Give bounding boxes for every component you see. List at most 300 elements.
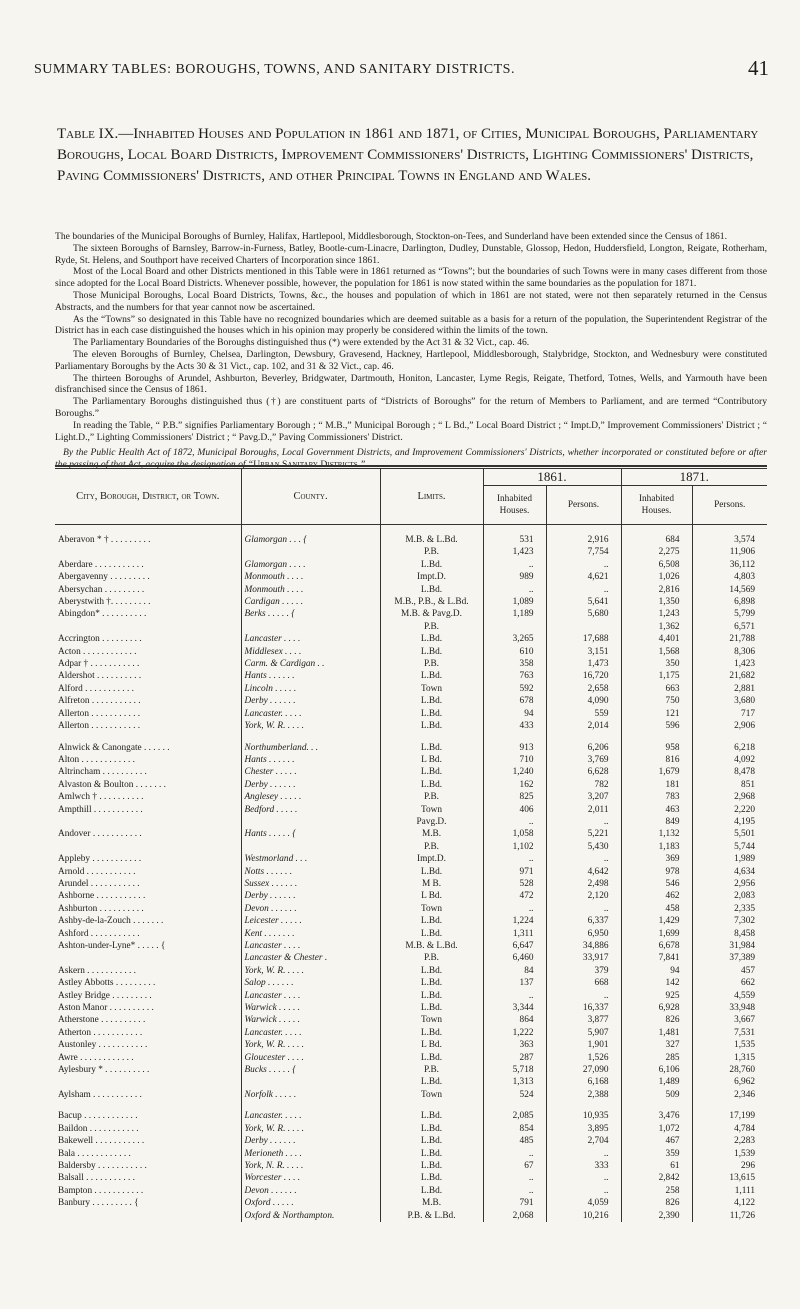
limits-cell: Impt.D. <box>380 853 483 865</box>
place-cell: Bala . . . . . . . . . . . . <box>58 1148 131 1159</box>
table-row <box>55 1210 767 1222</box>
houses-1861-cell: 763 <box>483 670 546 682</box>
houses-1861-cell: 1,423 <box>483 546 546 558</box>
limits-cell: M.B. & L.Bd. <box>380 534 483 546</box>
note: Most of the Local Board and other Districts mentioned in this Table were in 1861 returned as “Towns”; but the boundaries of such Towns were in many cases different from those since adopted for the Local Board Districts. Whenever possible, however, the population for 1861 is now stated within the same boundaries as the population for 1871. <box>55 266 767 290</box>
persons-1861-cell: 6,628 <box>546 766 621 778</box>
place-cell <box>55 621 241 633</box>
limits-cell: P.B. & L.Bd. <box>380 1210 483 1222</box>
houses-1861-cell: 1,058 <box>483 828 546 840</box>
act-note-designation: Urban Sanitary Districts <box>253 459 358 471</box>
limits-cell: L.Bd. <box>380 1002 483 1014</box>
limits-cell: L.Bd. <box>380 695 483 707</box>
persons-1861-cell: 4,621 <box>546 571 621 583</box>
table-row <box>55 742 767 754</box>
houses-1871-cell: 6,508 <box>621 559 692 571</box>
county-cell: Oxford & Northampton. <box>241 1210 380 1222</box>
county-cell: Glamorgan . . . { <box>241 534 380 546</box>
houses-1871-cell: 1,362 <box>621 621 692 633</box>
table-row <box>55 1148 767 1160</box>
houses-1871-cell: 3,476 <box>621 1110 692 1122</box>
county-cell <box>241 816 380 828</box>
county-cell: Lancaster. . . . . <box>241 1110 380 1122</box>
act-note-text: By the Public Health Act of 1872, Municipal Boroughs, Local Government Districts, and Improvement Commissioners' Districts, whether incorporated or constituted before or after the passing of that Act, acquire the designation of “ <box>55 447 767 471</box>
houses-1861-cell: .. <box>483 1148 546 1160</box>
persons-1871-cell: 851 <box>692 779 767 791</box>
houses-1871-cell: 1,026 <box>621 571 692 583</box>
houses-1871-cell: 826 <box>621 1014 692 1026</box>
persons-1871-cell: 717 <box>692 708 767 720</box>
table-row <box>55 633 767 645</box>
persons-1861-cell: 6,168 <box>546 1076 621 1088</box>
table-row <box>55 977 767 989</box>
persons-1871-cell: 6,218 <box>692 742 767 754</box>
persons-1871-cell: 3,667 <box>692 1014 767 1026</box>
table-row <box>55 853 767 865</box>
col-place: City, Borough, District, or Town. <box>55 469 241 525</box>
houses-1861-cell: .. <box>483 903 546 915</box>
houses-1861-cell: 825 <box>483 791 546 803</box>
persons-1861-cell: 2,388 <box>546 1089 621 1101</box>
houses-1861-cell: 913 <box>483 742 546 754</box>
persons-1871-cell: 4,195 <box>692 816 767 828</box>
houses-1861-cell: 363 <box>483 1039 546 1051</box>
table-row <box>55 646 767 658</box>
place-cell: Awre . . . . . . . . . . . . <box>58 1052 134 1063</box>
county-cell: Warwick . . . . . <box>241 1014 380 1026</box>
limits-cell: L Bd. <box>380 890 483 902</box>
persons-1871-cell: 6,962 <box>692 1076 767 1088</box>
note: Those Municipal Boroughs, Local Board Districts, Towns, &c., the houses and population of which in 1861 are not stated, were not then separately returned in the Census Abstracts, and the numbers for that year cannot now be ascertained. <box>55 289 767 313</box>
page-number: 41 <box>748 56 769 80</box>
place-cell: Alford . . . . . . . . . . . <box>58 683 134 694</box>
limits-cell: P.B. <box>380 658 483 670</box>
persons-1871-cell: 6,898 <box>692 596 767 608</box>
place-cell: Acton . . . . . . . . . . . . <box>58 646 137 657</box>
persons-1871-cell: 7,531 <box>692 1027 767 1039</box>
county-cell: Middlesex . . . . <box>241 646 380 658</box>
persons-1861-cell: 2,011 <box>546 804 621 816</box>
persons-1871-cell: 5,799 <box>692 608 767 620</box>
table-row <box>55 584 767 596</box>
table-row <box>55 1123 767 1135</box>
limits-cell: P.B. <box>380 841 483 853</box>
col-houses-1861: Inhabited Houses. <box>483 486 546 525</box>
persons-1871-cell: 8,458 <box>692 928 767 940</box>
houses-1871-cell: 684 <box>621 534 692 546</box>
persons-1871-cell: 1,535 <box>692 1039 767 1051</box>
houses-1871-cell: 6,106 <box>621 1064 692 1076</box>
houses-1861-cell: 854 <box>483 1123 546 1135</box>
limits-cell: L.Bd. <box>380 1172 483 1184</box>
limits-cell: L.Bd. <box>380 1148 483 1160</box>
persons-1861-cell: 4,642 <box>546 866 621 878</box>
county-cell: Lancaster & Chester . <box>241 952 380 964</box>
houses-1871-cell <box>621 733 692 742</box>
county-cell <box>241 621 380 633</box>
table-row <box>55 1052 767 1064</box>
population-table <box>55 468 767 1222</box>
place-cell: Aldershot . . . . . . . . . . <box>58 671 142 682</box>
persons-1861-cell: 2,498 <box>546 878 621 890</box>
place-cell: Bakewell . . . . . . . . . . . <box>58 1136 145 1147</box>
place-cell <box>55 733 241 742</box>
persons-1871-cell: 2,956 <box>692 878 767 890</box>
table-row <box>55 878 767 890</box>
county-cell: York, W. R. . . . . <box>241 1039 380 1051</box>
persons-1861-cell: .. <box>546 584 621 596</box>
houses-1861-cell: 1,102 <box>483 841 546 853</box>
place-cell: Aberavon * † . . . . . . . . . <box>58 535 151 545</box>
houses-1871-cell: 7,841 <box>621 952 692 964</box>
place-cell: Alton . . . . . . . . . . . . <box>58 754 135 765</box>
houses-1871-cell: 1,699 <box>621 928 692 940</box>
persons-1871-cell: 2,906 <box>692 720 767 732</box>
houses-1861-cell: 710 <box>483 754 546 766</box>
persons-1871-cell: 296 <box>692 1160 767 1172</box>
persons-1871-cell: 1,111 <box>692 1185 767 1197</box>
county-cell <box>241 841 380 853</box>
county-cell: Lancaster . . . . <box>241 940 380 952</box>
houses-1871-cell: 181 <box>621 779 692 791</box>
persons-1861-cell: 2,120 <box>546 890 621 902</box>
limits-cell: L.Bd. <box>380 633 483 645</box>
table-row <box>55 708 767 720</box>
houses-1861-cell: 406 <box>483 804 546 816</box>
place-cell: Askern . . . . . . . . . . . <box>58 965 136 976</box>
county-cell: York, W. R. . . . . <box>241 1123 380 1135</box>
table-row <box>55 841 767 853</box>
houses-1861-cell: 971 <box>483 866 546 878</box>
houses-1871-cell: 121 <box>621 708 692 720</box>
houses-1861-cell: .. <box>483 853 546 865</box>
county-cell: Monmouth . . . . <box>241 571 380 583</box>
county-cell: Bucks . . . . . { <box>241 1064 380 1076</box>
place-cell: Abergavenny . . . . . . . . . <box>58 572 150 583</box>
persons-1861-cell: .. <box>546 853 621 865</box>
table-row <box>55 720 767 732</box>
table-row <box>55 791 767 803</box>
county-cell: Derby . . . . . . <box>241 890 380 902</box>
county-cell: Lancaster . . . . <box>241 990 380 1002</box>
table-row <box>55 608 767 620</box>
note: The Parliamentary Boundaries of the Boroughs distinguished thus (*) were extended by the Act 31 & 32 Vict., cap. 46. <box>73 337 530 349</box>
place-cell: Alnwick & Canongate . . . . . . <box>58 742 170 753</box>
place-cell <box>55 546 241 558</box>
table-row <box>55 1027 767 1039</box>
persons-1861-cell: .. <box>546 990 621 1002</box>
houses-1871-cell: 462 <box>621 890 692 902</box>
table-row <box>55 1185 767 1197</box>
houses-1871-cell: 1,350 <box>621 596 692 608</box>
place-cell: Abingdon* . . . . . . . . . . <box>58 609 147 620</box>
place-cell <box>55 1101 241 1110</box>
houses-1871-cell: 463 <box>621 804 692 816</box>
table-row <box>55 695 767 707</box>
persons-1861-cell <box>546 733 621 742</box>
limits-cell: P.B. <box>380 791 483 803</box>
county-cell: Derby . . . . . . <box>241 695 380 707</box>
persons-1871-cell: 1,539 <box>692 1148 767 1160</box>
persons-1861-cell: 4,059 <box>546 1197 621 1209</box>
houses-1861-cell: 67 <box>483 1160 546 1172</box>
county-cell: Worcester . . . . <box>241 1172 380 1184</box>
persons-1861-cell: .. <box>546 1185 621 1197</box>
table-row <box>55 779 767 791</box>
houses-1861-cell: 531 <box>483 534 546 546</box>
houses-1871-cell: 826 <box>621 1197 692 1209</box>
county-cell: Gloucester . . . . <box>241 1052 380 1064</box>
county-cell: Oxford . . . . . <box>241 1197 380 1209</box>
persons-1861-cell: 6,950 <box>546 928 621 940</box>
houses-1871-cell: 750 <box>621 695 692 707</box>
limits-cell: L.Bd. <box>380 1135 483 1147</box>
limits-cell: Town <box>380 1014 483 1026</box>
col-limits: Limits. <box>380 469 483 525</box>
persons-1861-cell: 33,917 <box>546 952 621 964</box>
persons-1871-cell: 1,315 <box>692 1052 767 1064</box>
houses-1861-cell: 84 <box>483 965 546 977</box>
limits-cell: L.Bd. <box>380 928 483 940</box>
county-cell: York, W. R. . . . . <box>241 965 380 977</box>
county-cell <box>241 546 380 558</box>
limits-cell: L Bd. <box>380 1039 483 1051</box>
houses-1861-cell: 5,718 <box>483 1064 546 1076</box>
persons-1861-cell: .. <box>546 559 621 571</box>
county-cell <box>241 1076 380 1088</box>
county-cell: Devon . . . . . . <box>241 903 380 915</box>
persons-1871-cell <box>692 733 767 742</box>
persons-1861-cell: 782 <box>546 779 621 791</box>
limits-cell: P.B. <box>380 1064 483 1076</box>
county-cell <box>241 1101 380 1110</box>
note: As the “Towns” so designated in this Table have no recognized boundaries which are deemed suitable as a basis for a return of the population, the Superintendent Registrar of the District has in each case distinguished the houses which in his opinion may properly be considered within the limits of the town. <box>55 313 767 337</box>
persons-1861-cell: 1,473 <box>546 658 621 670</box>
persons-1861-cell: 1,901 <box>546 1039 621 1051</box>
houses-1871-cell: 1,568 <box>621 646 692 658</box>
county-cell: Merioneth . . . . <box>241 1148 380 1160</box>
table-row <box>55 1101 767 1110</box>
table-row <box>55 754 767 766</box>
county-cell: Monmouth . . . . <box>241 584 380 596</box>
houses-1871-cell: 458 <box>621 903 692 915</box>
limits-cell: L.Bd. <box>380 584 483 596</box>
houses-1861-cell: .. <box>483 584 546 596</box>
houses-1861-cell: 524 <box>483 1089 546 1101</box>
limits-cell: L.Bd. <box>380 559 483 571</box>
houses-1871-cell: 546 <box>621 878 692 890</box>
houses-1871-cell: 327 <box>621 1039 692 1051</box>
table-row <box>55 621 767 633</box>
limits-cell: L.Bd. <box>380 1052 483 1064</box>
houses-1861-cell: 2,085 <box>483 1110 546 1122</box>
place-cell: Baildon . . . . . . . . . . . <box>58 1123 139 1134</box>
table-row <box>55 940 767 952</box>
table-row <box>55 903 767 915</box>
persons-1861-cell: 16,337 <box>546 1002 621 1014</box>
place-cell: Bampton . . . . . . . . . . . <box>58 1185 144 1196</box>
place-cell: Alfreton . . . . . . . . . . . <box>58 696 141 707</box>
table-top-rule <box>55 465 767 467</box>
table-row <box>55 928 767 940</box>
limits-cell: Town <box>380 1089 483 1101</box>
place-cell: Astley Bridge . . . . . . . . . <box>58 990 152 1001</box>
limits-cell: L.Bd. <box>380 720 483 732</box>
houses-1871-cell: 142 <box>621 977 692 989</box>
table-row <box>55 890 767 902</box>
limits-cell: P.B. <box>380 952 483 964</box>
persons-1871-cell: 4,122 <box>692 1197 767 1209</box>
persons-1861-cell: 5,430 <box>546 841 621 853</box>
place-cell <box>55 816 241 828</box>
limits-cell: L.Bd. <box>380 866 483 878</box>
persons-1861-cell <box>546 1101 621 1110</box>
persons-1861-cell: 27,090 <box>546 1064 621 1076</box>
houses-1871-cell: 359 <box>621 1148 692 1160</box>
limits-cell: P.B. <box>380 621 483 633</box>
county-cell: Westmorland . . . <box>241 853 380 865</box>
persons-1871-cell: 4,803 <box>692 571 767 583</box>
limits-cell: Impt.D. <box>380 571 483 583</box>
houses-1861-cell: 485 <box>483 1135 546 1147</box>
persons-1861-cell: 2,704 <box>546 1135 621 1147</box>
place-cell: Arundel . . . . . . . . . . . <box>58 878 140 889</box>
table-row <box>55 1014 767 1026</box>
limits-cell: M.B. & L.Bd. <box>380 940 483 952</box>
note: The thirteen Boroughs of Arundel, Ashburton, Beverley, Bridgwater, Dartmouth, Honiton, Lancaster, Lyme Regis, Reigate, Thetford, Totnes, Wells, and Yarmouth have been disfranchised since the Census of 1861. <box>55 372 767 396</box>
limits-cell: Town <box>380 683 483 695</box>
houses-1871-cell: 61 <box>621 1160 692 1172</box>
place-cell: Andover . . . . . . . . . . . <box>58 829 142 840</box>
limits-cell: M.B., P.B., & L.Bd. <box>380 596 483 608</box>
houses-1861-cell: 3,265 <box>483 633 546 645</box>
persons-1871-cell: 21,682 <box>692 670 767 682</box>
place-cell: Alvaston & Boulton . . . . . . . <box>58 779 166 790</box>
col-1871: 1871. <box>621 469 767 486</box>
houses-1861-cell: 137 <box>483 977 546 989</box>
table-row <box>55 866 767 878</box>
persons-1861-cell: 559 <box>546 708 621 720</box>
houses-1861-cell <box>483 621 546 633</box>
place-cell: Austonley . . . . . . . . . . . <box>58 1040 148 1051</box>
houses-1861-cell <box>483 733 546 742</box>
place-cell: Allerton . . . . . . . . . . . <box>58 708 141 719</box>
persons-1871-cell: 2,083 <box>692 890 767 902</box>
houses-1861-cell: 472 <box>483 890 546 902</box>
houses-1871-cell: 1,489 <box>621 1076 692 1088</box>
persons-1861-cell: 2,014 <box>546 720 621 732</box>
limits-cell: L.Bd. <box>380 1123 483 1135</box>
persons-1861-cell: .. <box>546 1148 621 1160</box>
table-row <box>55 534 767 546</box>
persons-1871-cell: 4,784 <box>692 1123 767 1135</box>
limits-cell <box>380 1101 483 1110</box>
place-cell: Abersychan . . . . . . . . . <box>58 584 145 595</box>
running-header <box>0 56 800 82</box>
place-cell: Atherstone . . . . . . . . . . <box>58 1015 146 1026</box>
col-1861: 1861. <box>483 469 621 486</box>
persons-1871-cell: 37,389 <box>692 952 767 964</box>
houses-1861-cell: 864 <box>483 1014 546 1026</box>
houses-1871-cell: 596 <box>621 720 692 732</box>
place-cell: Altrincham . . . . . . . . . . <box>58 767 147 778</box>
houses-1871-cell: 285 <box>621 1052 692 1064</box>
table-row <box>55 1135 767 1147</box>
persons-1861-cell: 5,680 <box>546 608 621 620</box>
persons-1871-cell: 2,283 <box>692 1135 767 1147</box>
header-text: SUMMARY TABLES: BOROUGHS, TOWNS, AND SANITARY DISTRICTS. <box>34 62 515 77</box>
houses-1871-cell: 467 <box>621 1135 692 1147</box>
persons-1871-cell: 662 <box>692 977 767 989</box>
houses-1861-cell: 287 <box>483 1052 546 1064</box>
persons-1871-cell: 4,634 <box>692 866 767 878</box>
houses-1871-cell: 849 <box>621 816 692 828</box>
houses-1861-cell: 94 <box>483 708 546 720</box>
houses-1871-cell: 1,481 <box>621 1027 692 1039</box>
table-row <box>55 571 767 583</box>
place-cell: Banbury . . . . . . . . . { <box>58 1198 139 1209</box>
table-row <box>55 1110 767 1122</box>
houses-1871-cell: 94 <box>621 965 692 977</box>
persons-1861-cell: .. <box>546 1172 621 1184</box>
limits-cell: L.Bd. <box>380 915 483 927</box>
persons-1861-cell: 3,151 <box>546 646 621 658</box>
houses-1871-cell: 2,842 <box>621 1172 692 1184</box>
county-cell: Bedford . . . . . <box>241 804 380 816</box>
persons-1871-cell: 4,092 <box>692 754 767 766</box>
persons-1861-cell: 333 <box>546 1160 621 1172</box>
persons-1861-cell: .. <box>546 903 621 915</box>
houses-1871-cell: 6,678 <box>621 940 692 952</box>
table-row <box>55 559 767 571</box>
table-row <box>55 683 767 695</box>
county-cell: Lancaster . . . . <box>241 633 380 645</box>
table-row <box>55 816 767 828</box>
persons-1871-cell: 1,423 <box>692 658 767 670</box>
table-row <box>55 1160 767 1172</box>
persons-1861-cell: 6,337 <box>546 915 621 927</box>
note: In reading the Table, “ P.B.” signifies Parliamentary Borough ; “ M.B.,” Municipal Borough ; “ L Bd.,” Local Board District ; “ Impt.D,” Improvement Commissioners' District ; “ Light.D.,” Lighting Commissioners' District ; “ Pavg.D.,” Paving Commissioners' District. <box>55 419 767 443</box>
introductory-notes <box>55 231 767 471</box>
houses-1871-cell: 663 <box>621 683 692 695</box>
county-cell: Devon . . . . . . <box>241 1185 380 1197</box>
houses-1861-cell: 6,460 <box>483 952 546 964</box>
limits-cell: P.B. <box>380 546 483 558</box>
persons-1861-cell: 3,877 <box>546 1014 621 1026</box>
limits-cell: L.Bd. <box>380 1076 483 1088</box>
county-cell: Lancaster. . . . . <box>241 1027 380 1039</box>
place-cell: Aylesbury * . . . . . . . . . . <box>58 1065 150 1076</box>
persons-1871-cell: 8,306 <box>692 646 767 658</box>
county-cell: Leicester . . . . . <box>241 915 380 927</box>
place-cell: Adpar † . . . . . . . . . . . <box>58 659 140 670</box>
table-row <box>55 658 767 670</box>
persons-1861-cell <box>546 621 621 633</box>
limits-cell: L.Bd. <box>380 1027 483 1039</box>
houses-1871-cell: 1,175 <box>621 670 692 682</box>
persons-1861-cell: 10,216 <box>546 1210 621 1222</box>
houses-1871-cell: 2,816 <box>621 584 692 596</box>
col-persons-1871: Persons. <box>692 486 767 525</box>
county-cell: Glamorgan . . . . <box>241 559 380 571</box>
houses-1871-cell: 1,132 <box>621 828 692 840</box>
limits-cell: L.Bd. <box>380 990 483 1002</box>
place-cell: Accrington . . . . . . . . . <box>58 634 142 645</box>
county-cell: Lancaster. . . . . <box>241 708 380 720</box>
note: The eleven Boroughs of Burnley, Chelsea, Darlington, Dewsbury, Gravesend, Hackney, Hartlepool, Middlesborough, Stalybridge, Stockton, and Wednesbury were constituted Parliamentary Boroughs by the Acts 30 & 31 Vict., cap. 102, and 31 & 32 Vict., cap. 46. <box>55 348 767 372</box>
persons-1861-cell: 3,895 <box>546 1123 621 1135</box>
place-cell: Bacup . . . . . . . . . . . . <box>58 1111 138 1122</box>
